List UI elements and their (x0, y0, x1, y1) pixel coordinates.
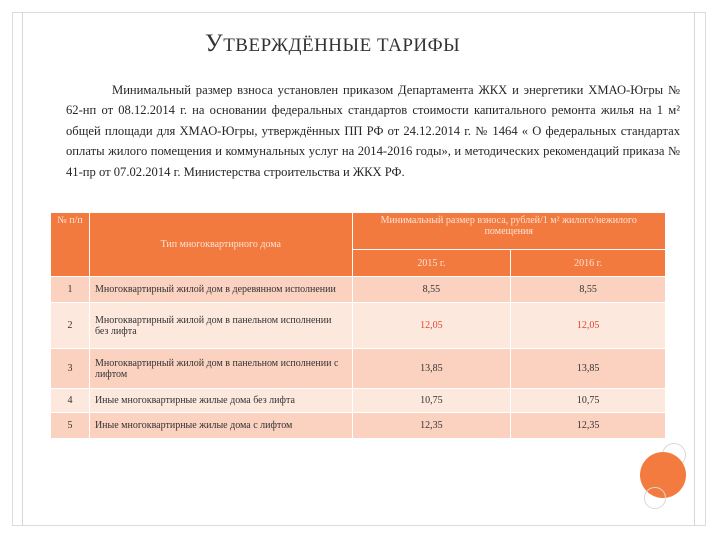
title-first-letter: У (205, 30, 224, 57)
row-num: 5 (51, 413, 90, 439)
row-value-2016: 10,75 (511, 389, 666, 413)
row-value-2015: 12,05 (352, 303, 511, 349)
table-row (51, 277, 666, 303)
row-type: Многоквартирный жилой дом в панельном исполнении без лифта (89, 303, 352, 349)
row-num: 3 (51, 349, 90, 389)
left-border-line (22, 12, 23, 526)
header-year-2016: 2016 г. (511, 250, 666, 277)
header-type: Тип многоквартирного дома (89, 213, 352, 277)
row-type: Иные многоквартирные жилые дома с лифтом (89, 413, 352, 439)
row-type: Многоквартирный жилой дом в панельном исполнении с лифтом (89, 349, 352, 389)
intro-paragraph (66, 80, 680, 182)
row-value-2016: 12,05 (511, 303, 666, 349)
header-fee: Минимальный размер взноса, рублей/1 м² жилого/нежилого помещения (352, 213, 665, 250)
row-type: Многоквартирный жилой дом в деревянном исполнении (89, 277, 352, 303)
row-num: 1 (51, 277, 90, 303)
slide-title (205, 30, 625, 58)
right-border-line (694, 12, 695, 526)
row-value-2015: 12,35 (352, 413, 511, 439)
table-row (51, 349, 666, 389)
row-value-2015: 8,55 (352, 277, 511, 303)
row-value-2016: 13,85 (511, 349, 666, 389)
row-value-2015: 13,85 (352, 349, 511, 389)
header-num: № п/п (51, 213, 90, 277)
row-num: 4 (51, 389, 90, 413)
row-type: Иные многоквартирные жилые дома без лифта (89, 389, 352, 413)
row-value-2015: 10,75 (352, 389, 511, 413)
decor-circle-outline-bottom (644, 487, 666, 509)
header-year-2015: 2015 г. (352, 250, 511, 277)
title-rest: ТВЕРЖДЁННЫЕ ТАРИФЫ (223, 35, 461, 56)
table-row (51, 389, 666, 413)
row-value-2016: 12,35 (511, 413, 666, 439)
table-row (51, 413, 666, 439)
row-num: 2 (51, 303, 90, 349)
intro-paragraph-text: Минимальный размер взноса установлен приказом Департамента ЖКХ и энергетики ХМАО-Югры № 62-нп от 08.12.2014 г. на основании федеральных стандартов стоимости капитального ремонта жилья на 1 м² общей площади для ХМАО-Югры, утверждённых ПП РФ от 24.12.2014 г. № 1464 « О федеральных стандартах оплаты жилого помещения и коммунальных услуг на 2014-2016 годы», и методических рекомендаций приказа № 41-пр от 07.02.2014 г. Министерства строительства и ЖКХ РФ. (66, 83, 680, 179)
table-row (51, 303, 666, 349)
tariff-table (50, 212, 666, 439)
row-value-2016: 8,55 (511, 277, 666, 303)
